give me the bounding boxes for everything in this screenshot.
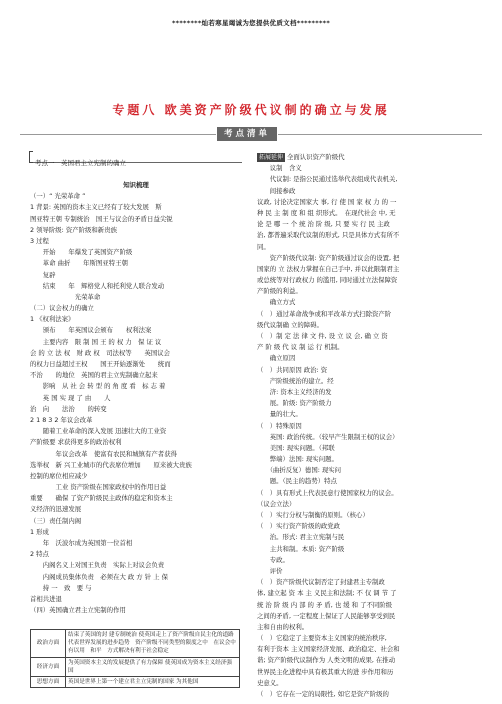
text-line: 工业 资产阶级在国家政权中的作用日益 — [30, 483, 167, 492]
extension-title: 全面认识资产阶级代 — [287, 153, 345, 161]
text-line: 1 《权利法案》 — [30, 315, 75, 324]
text-line: 年 沃波尔成为英国第一位首相 — [30, 539, 133, 547]
text-line: （ ）资产阶级代议制否定了封建君主专制政 — [257, 578, 385, 587]
text-line: 专政。 — [257, 555, 289, 564]
text-line: 产阶级要 求获得更多的政治权利 — [30, 438, 122, 447]
text-line: 或总统等对行政权力 的滥用, 同时通过立法保障资 — [257, 276, 398, 285]
text-line: 之间的矛盾, 一定程度上保证了人民能够享受到民 — [257, 611, 396, 620]
text-line: 济: 资本主义经济的发 — [257, 387, 332, 396]
section-label: 考点一 英国君主立宪制的确立 — [35, 159, 126, 167]
text-line: （ ）共同原因 政治: 资 — [257, 365, 328, 374]
text-line: 弊端）法国: 现实问题。 — [257, 455, 338, 464]
text-line: 代议制: 是指公民通过选举代表组成代表机关, — [257, 175, 398, 184]
text-line: （议会立法） — [257, 499, 296, 508]
text-line: 题。（民主的趋势）特点 — [257, 477, 337, 486]
table-row — [31, 630, 240, 658]
subsection-heading: 知识梳理 — [123, 181, 149, 189]
text-line: 产 阶 级 代 议 制 运 行 机制。 — [257, 343, 344, 352]
text-line: 2 特点 — [30, 550, 49, 559]
text-line: 复辟 — [30, 270, 56, 279]
banner-divider-left — [20, 134, 216, 135]
text-line: 主共和制。本质: 资产阶级 — [257, 544, 345, 553]
text-line: 重要 确保 了资产阶级民主政体的稳定和资本主 — [30, 494, 173, 503]
text-line: 影响 从 社 会 转 型 的 角 度 看 标 志 着 — [30, 382, 166, 391]
text-line: 确立方式 — [257, 298, 296, 307]
text-line: （ ）制 定 法 律 文 件, 设 立 议 会, 确 立 资 — [257, 332, 388, 340]
text-line: 同。 — [257, 242, 270, 251]
text-line: （二）议会权力的确立 — [30, 304, 94, 313]
text-line: 评价 — [257, 566, 283, 575]
text-line: （ ）通过革命战争或和平改革方式扫除资产阶 — [257, 309, 392, 318]
text-line: 主和自由的权利。 — [257, 622, 309, 631]
right-column — [257, 152, 473, 700]
text-line: 革命 曲折 年斯图亚特王朝 — [30, 259, 128, 268]
text-line: 图亚特王朝 专制统治 国王与议会的矛盾日益尖锐 — [30, 214, 173, 223]
section-bracket-icon — [29, 151, 33, 163]
text-line: 随着工业革命的深入发展 迅速壮大的工业资 — [30, 427, 167, 436]
header-line: ********灿若寒星竭诚为您提供优质文档********* — [171, 19, 331, 27]
text-line: 2 领导阶级: 资产阶级和新贵族 — [30, 225, 117, 234]
text-line: 颁布 年英国议会颁布 权利法案 — [30, 326, 152, 335]
text-line: （四）英国确立君主立宪制的作用 — [30, 606, 126, 615]
text-line: 国家的 立 法权力掌握在自己手中, 并以此限制君主 — [257, 264, 400, 273]
text-line: （ ）实行资产阶级的政党政 — [257, 522, 341, 531]
extension-tag: 拓展延伸 — [259, 154, 284, 161]
table-row-head: 经济方面 — [31, 657, 66, 676]
text-line: 英国: 政治传统。（较早产生限制王权的议会） — [257, 432, 399, 441]
text-line: （ ）它稳定了主要资本主义国家的统治秩序, — [257, 634, 387, 643]
text-line: 治, 都普遍采取代议制的形式, 只是具体方式有所不 — [257, 231, 400, 240]
text-line: 美国: 现实问题。（邦联 — [257, 443, 335, 452]
text-line: 英 国 实 现 了 由 人 — [30, 393, 111, 402]
text-line: 2 1 8 3 2 年议会改革 — [30, 415, 93, 424]
banner-label: 考点清单 — [217, 127, 277, 141]
text-line: 议政, 讨论决定国家大 事, 行 使 国 家 权 力 的 一 — [257, 197, 397, 206]
text-line: 内阁名义上对国王负责 实际上对议会负责 — [30, 561, 165, 570]
text-line: 持 一 致 要 与 — [30, 583, 92, 592]
text-line: 有利于资本 主义国家经济发展、政治稳定、社会和 — [257, 645, 400, 654]
text-line: 结束 年 辉格党人和托利党人联合发动 — [30, 281, 165, 290]
text-line: （ ）特殊原因 — [257, 421, 302, 430]
text-line: （曲折反复）德国: 现实问 — [257, 466, 342, 475]
text-line: 光荣革命 — [30, 292, 101, 301]
text-line: 谐; 资产阶级代议制作为 人类文明的成果, 在推动 — [257, 656, 396, 665]
text-line: 史意义。 — [257, 678, 283, 687]
text-line: （ ）它存在一定的局限性, 如它是资产阶级的 — [257, 690, 389, 698]
table-row-body: 为英国资本主义的发展提供了有力保障 使英国成为资本主义经济强国 — [66, 657, 240, 676]
effect-table — [30, 629, 240, 688]
text-line: 会 的 立 法 权 财 政 权 司法权等 英国议会 — [30, 348, 170, 357]
text-line: 不治 的地位 英国的君主立宪制确立起来 — [30, 371, 158, 380]
text-line: 统 治 阶 级 内 部 的 矛 盾, 也 缓 和 了不同阶级 — [257, 600, 393, 609]
text-line: 确立原因 — [257, 354, 296, 363]
text-line: （ ）实行分权与制衡的原则。（核心） — [257, 511, 369, 519]
table-row-head: 政治方面 — [31, 630, 66, 658]
text-line: 主要内容 限 制 国 王 的 权 力 保 证 议 — [30, 337, 162, 346]
text-line: 开始 年爆发了英国资产阶级 — [30, 248, 133, 257]
page-title: 专题八 欧美资产阶级代议制的确立与发展 — [112, 103, 390, 117]
text-line: 控制的席位相应减少 — [30, 471, 88, 480]
section-heading — [29, 150, 242, 167]
section-banner — [0, 127, 502, 141]
text-line: 量的壮大。 — [257, 410, 302, 419]
text-line: 1 形成 — [30, 527, 49, 536]
table-row-body: 英国是世界上第一个建立君主立宪制的国家 为其他国 — [66, 677, 240, 688]
text-line: 间接参政 — [257, 186, 296, 195]
text-line: 议制 含义 — [257, 164, 302, 173]
text-line: 年议会改革 使富有农民和城镇有产者获得 — [30, 449, 177, 458]
text-line: 展。阶级: 资产阶级力 — [257, 399, 332, 408]
text-line: 1 背景: 英国的资本主义已经有了较大发展 斯 — [30, 203, 162, 212]
table-row-head: 思想方面 — [31, 677, 66, 688]
banner-divider-right — [278, 134, 482, 135]
text-line: 产阶级统治的建立。经 — [257, 376, 334, 385]
text-line: 世界民主化进程中具有极其重大的进 步作用和历 — [257, 667, 394, 676]
extension-heading — [257, 152, 473, 163]
text-line: 3 过程 — [30, 236, 49, 245]
text-line: （三）责任制内阁 — [30, 516, 82, 525]
table-row — [31, 677, 240, 688]
text-line: 论 是 哪 一 个 统 治 阶 级, 只 要 实 行 民 主政 — [257, 220, 390, 229]
text-line: 体, 建立起 资 本 主 义民主和法制; 不 仅 调 节 了 — [257, 589, 397, 598]
text-line: 内阁成员集体负责 必须在大 政 方 针 上 保 — [30, 572, 168, 581]
text-line: 的权力日益超过王权 国王开始逐渐处 统而 — [30, 360, 171, 368]
text-line: 种 民 主 制 度 和 组 织形式。 在现代社会 中, 无 — [257, 208, 396, 217]
text-line: 选举权 新 兴工业城市的代表席位增加 原来被大贵族 — [30, 460, 192, 469]
text-line: 产阶级的利益。 — [257, 287, 302, 296]
table-row — [31, 657, 240, 676]
text-line: 级代议制确 立的障碍。 — [257, 320, 323, 329]
text-line: （ ）具有形式上代表民意行使国家权力的议会。 — [257, 488, 398, 497]
text-line: 治 向 法治 的转变 — [30, 404, 107, 413]
text-line: 首相共进退 — [30, 594, 62, 603]
text-line: 治。形式: 君主立宪制与民 — [257, 533, 345, 542]
left-column — [30, 180, 242, 616]
text-line: 义经济的迅速发展 — [30, 505, 82, 514]
text-line: （一）“ 光荣革命 ” — [30, 192, 86, 201]
text-line: 资产阶级代议制: 资产阶级通过议会的设置, 把 — [257, 253, 400, 262]
table-row-body: 结束了英国的封 建专制统治 使英国走上了资产阶级自民主化的道路 代表世界发展的进步趋势 资产阶级不同类型的限度之中 在议会中有以用 和平 方式解决有利于社会稳定 — [66, 630, 240, 658]
